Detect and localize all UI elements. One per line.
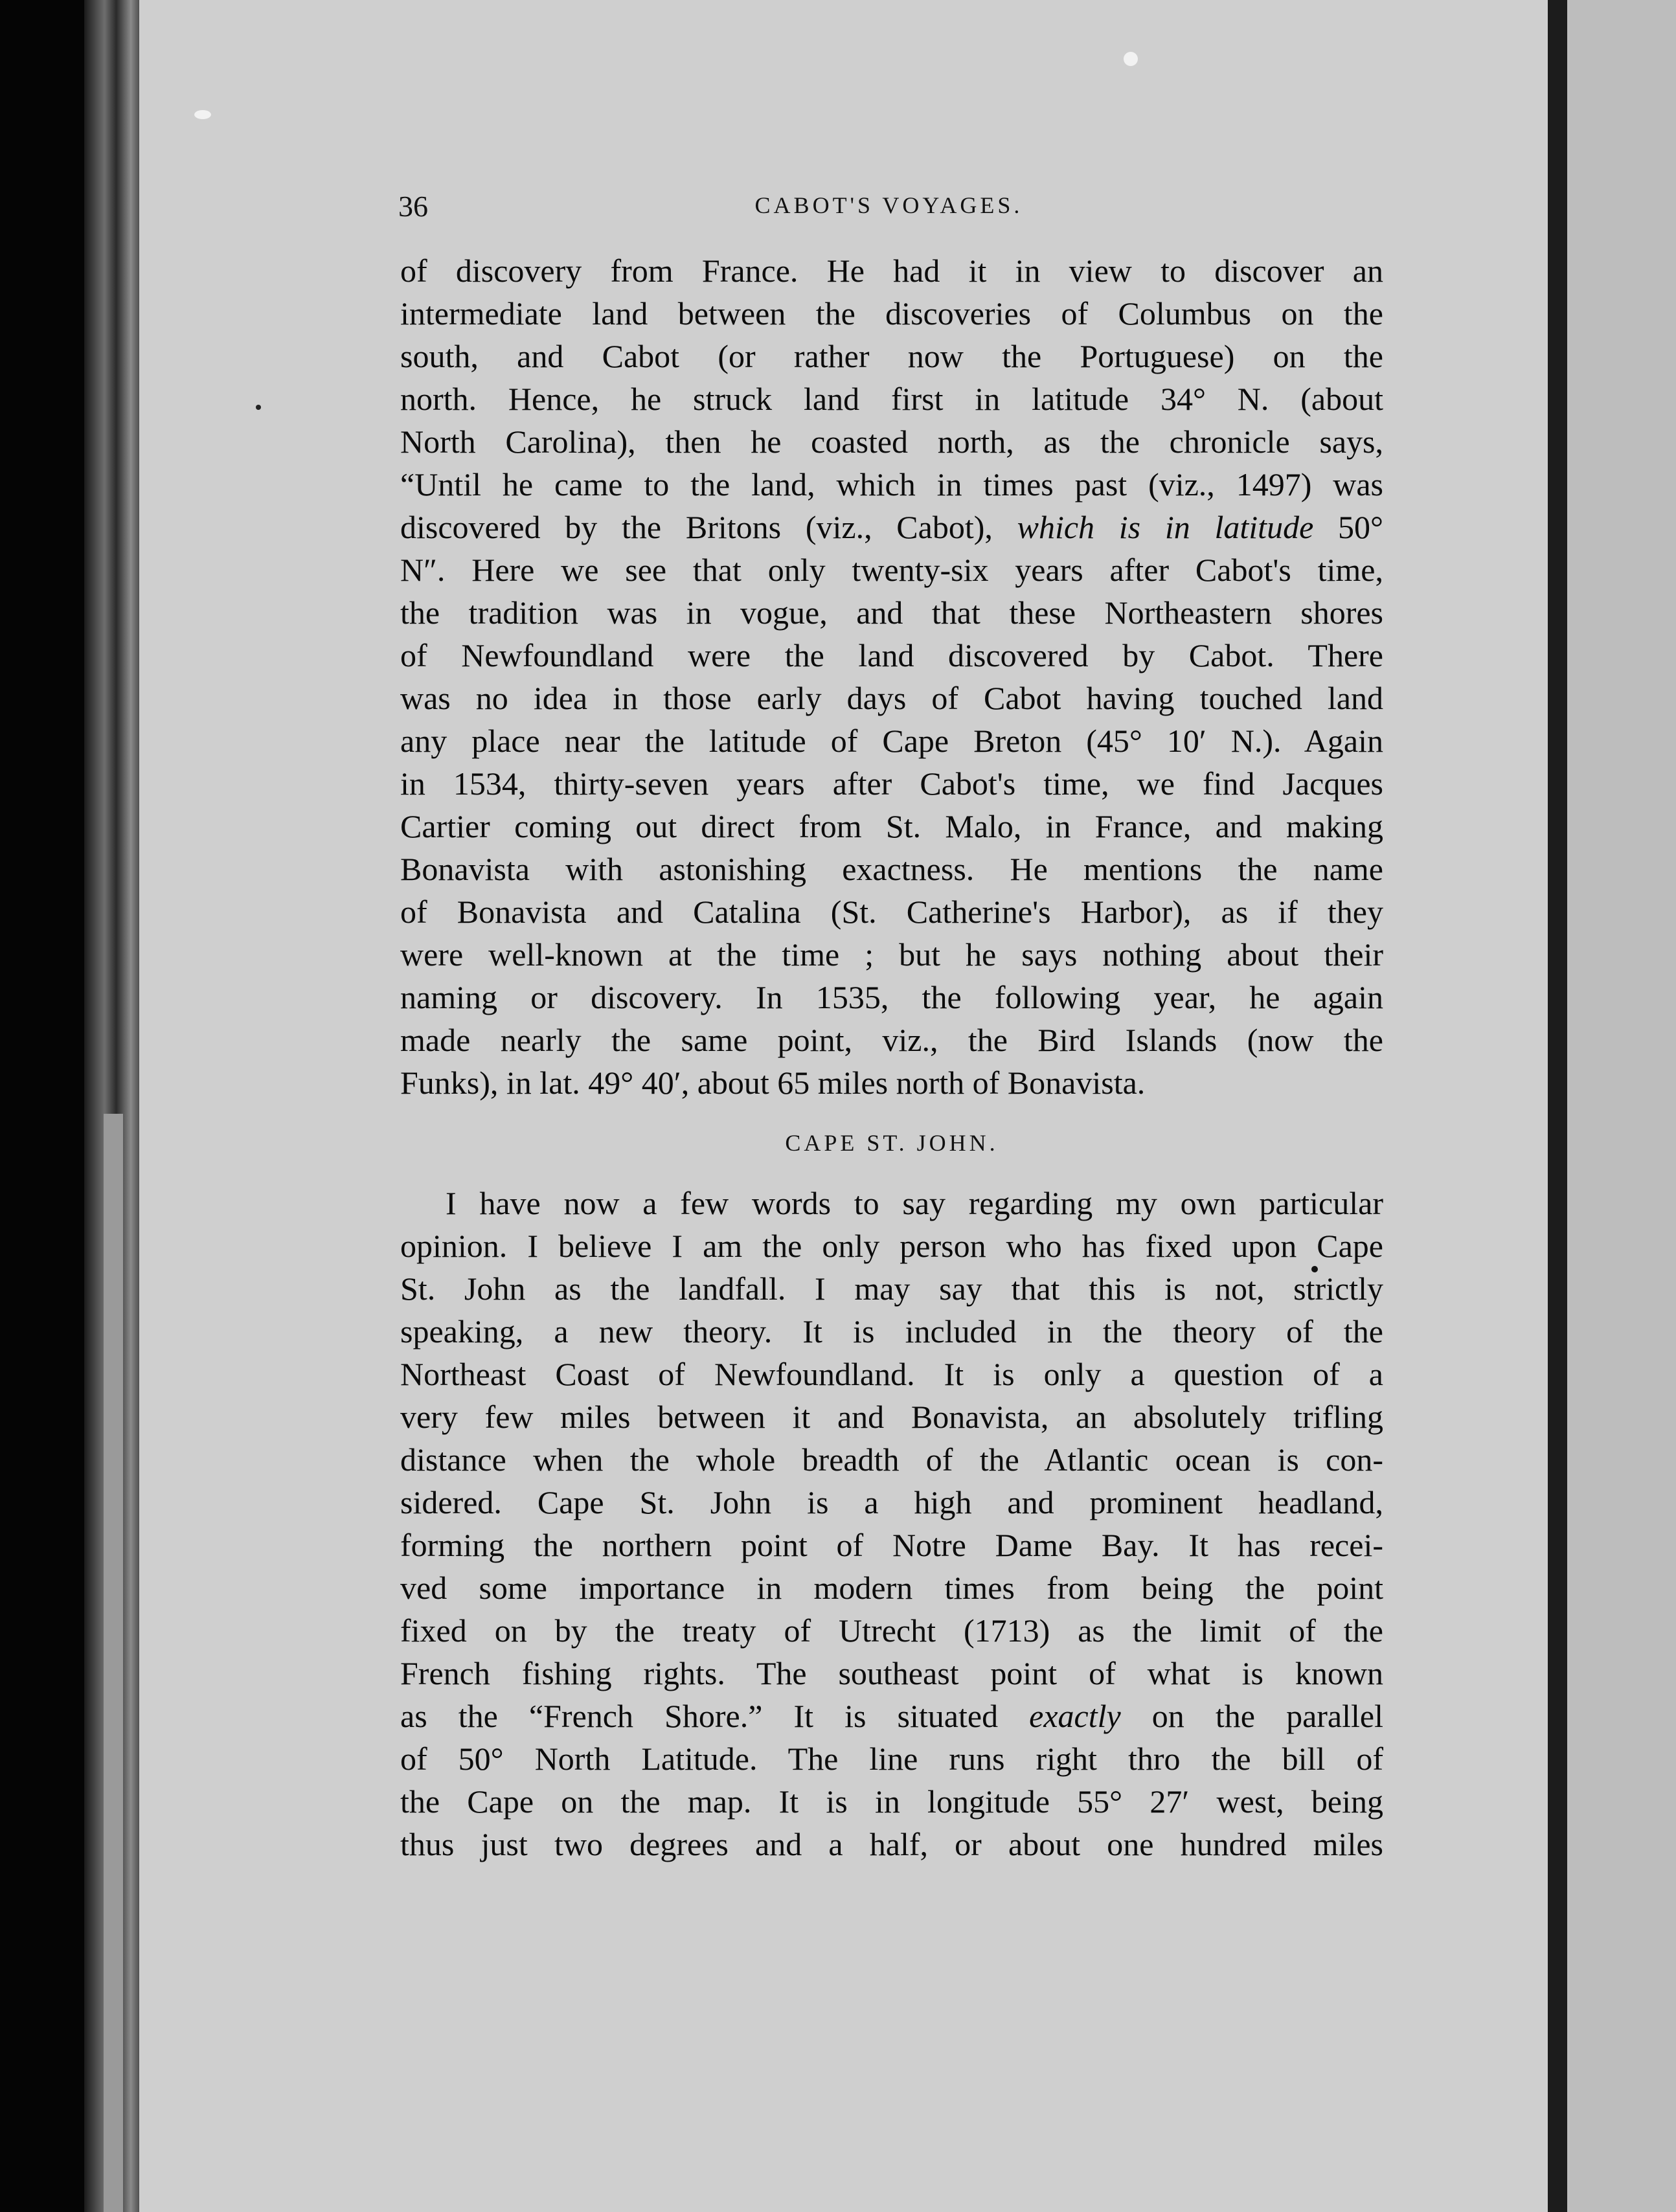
text-line: fixed on by the treaty of Utrecht (1713) as the limit of the xyxy=(400,1612,1383,1649)
scan-speck xyxy=(194,110,211,119)
paragraph-2 xyxy=(400,1182,1383,1866)
body-text xyxy=(400,249,1383,1866)
text-line: were well-known at the time ; but he says nothing about their xyxy=(400,936,1383,973)
scan-speck xyxy=(1124,52,1138,66)
text-line: Funks), in lat. 49° 40′, about 65 miles north of Bonavista. xyxy=(400,1065,1146,1101)
section-heading: CAPE ST. JOHN. xyxy=(785,1130,999,1156)
text-line: south, and Cabot (or rather now the Portuguese) on the xyxy=(400,338,1383,374)
text-line: very few miles between it and Bonavista, an absolutely trifling xyxy=(400,1399,1383,1435)
text-line: of 50° North Latitude. The line runs right thro the bill of xyxy=(400,1741,1383,1777)
text-line: the Cape on the map. It is in longitude 55° 27′ west, being xyxy=(400,1783,1383,1820)
text-line: N″. Here we see that only twenty-six years after Cabot's time, xyxy=(400,552,1383,588)
text-line: any place near the latitude of Cape Breton (45° 10′ N.). Again xyxy=(400,723,1383,759)
text-line: naming or discovery. In 1535, the following year, he again xyxy=(400,979,1383,1015)
text-line: “Until he came to the land, which in times past (viz., 1497) was xyxy=(400,466,1383,502)
text-line: forming the northern point of Notre Dame Bay. It has recei- xyxy=(400,1527,1383,1563)
text-line: opinion. I believe I am the only person who has fixed upon Cape xyxy=(400,1228,1383,1264)
page-stack-edge xyxy=(104,1114,123,2212)
text-line: ved some importance in modern times from being the point xyxy=(400,1570,1383,1606)
text-line: in 1534, thirty-seven years after Cabot's time, we find Jacques xyxy=(400,765,1383,802)
text-line: of Newfoundland were the land discovered by Cabot. There xyxy=(400,637,1383,673)
text-line: Cartier coming out direct from St. Malo, in France, and making xyxy=(400,808,1383,844)
scan-speck xyxy=(256,405,261,410)
text-line: distance when the whole breadth of the Atlantic ocean is con- xyxy=(400,1441,1383,1478)
facing-page-edge xyxy=(1567,0,1676,2212)
text-line: made nearly the same point, viz., the Bird Islands (now the xyxy=(400,1022,1383,1058)
text-line: was no idea in those early days of Cabot having touched land xyxy=(400,680,1383,716)
text-line: French fishing rights. The southeast point of what is known xyxy=(400,1655,1383,1691)
text-line: the tradition was in vogue, and that these Northeastern shores xyxy=(400,594,1383,631)
gutter-shadow xyxy=(1548,0,1567,2212)
text-line: I have now a few words to say regarding my own particular xyxy=(446,1185,1383,1221)
text-line: Bonavista with astonishing exactness. He mentions the name xyxy=(400,851,1383,887)
text-line: of Bonavista and Catalina (St. Catherine's Harbor), as if they xyxy=(400,894,1383,930)
text-line: intermediate land between the discoveries of Columbus on the xyxy=(400,295,1383,332)
text-line: North Carolina), then he coasted north, as the chronicle says, xyxy=(400,423,1383,460)
running-head xyxy=(398,189,1379,228)
text-line: discovered by the Britons (viz., Cabot), which is in latitude 50° xyxy=(400,509,1383,545)
text-line: St. John as the landfall. I may say that this is not, strictly xyxy=(400,1270,1383,1307)
text-line: as the “French Shore.” It is situated exactly on the parallel xyxy=(400,1698,1383,1734)
text-line: thus just two degrees and a half, or about one hundred miles xyxy=(400,1826,1383,1862)
running-title: CABOT'S VOYAGES. xyxy=(754,192,1023,218)
text-line: of discovery from France. He had it in view to discover an xyxy=(400,253,1383,289)
page-number: 36 xyxy=(398,190,428,223)
text-line: speaking, a new theory. It is included in the theory of the xyxy=(400,1313,1383,1349)
paragraph-1 xyxy=(400,249,1383,1104)
text-line: sidered. Cape St. John is a high and prominent headland, xyxy=(400,1484,1383,1520)
text-line: Northeast Coast of Newfoundland. It is only a question of a xyxy=(400,1356,1383,1392)
text-line: north. Hence, he struck land first in latitude 34° N. (about xyxy=(400,381,1383,417)
